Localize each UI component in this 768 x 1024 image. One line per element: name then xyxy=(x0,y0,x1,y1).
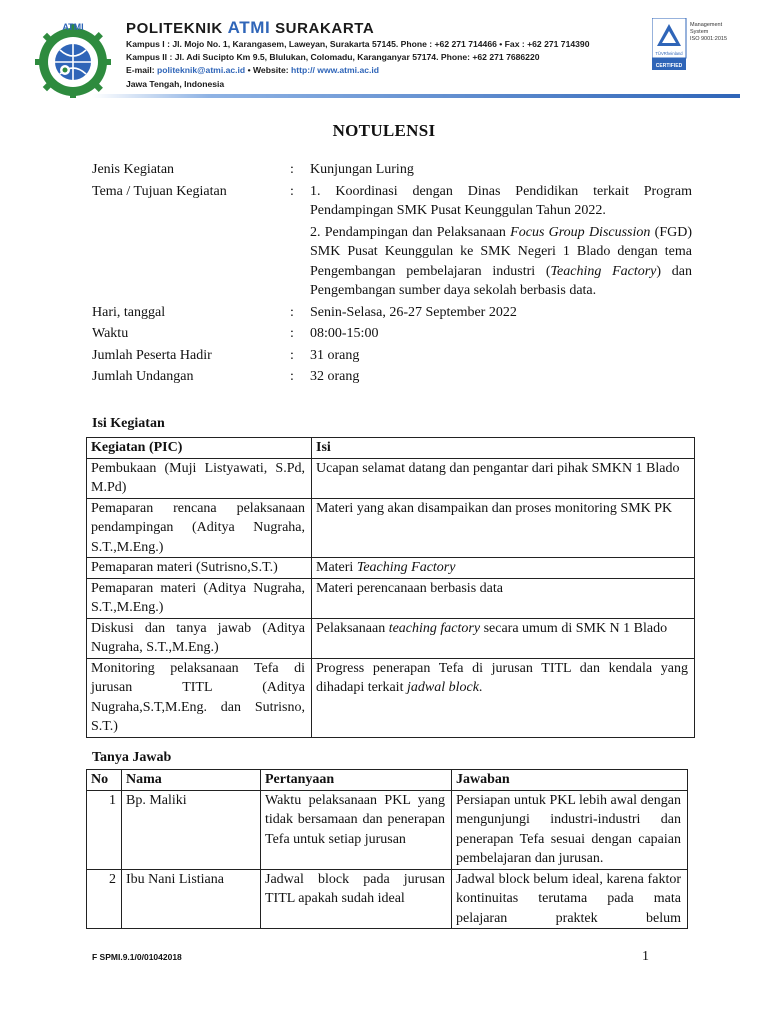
atmi-logo-icon xyxy=(32,18,114,100)
contact-line: E-mail: politeknik@atmi.ac.id • Website: http:// www.atmi.ac.id xyxy=(126,65,380,76)
region-line: Jawa Tengah, Indonesia xyxy=(126,78,225,89)
svg-text:System: System xyxy=(690,29,709,35)
section-heading-tanya-jawab: Tanya Jawab xyxy=(92,750,172,765)
table-row xyxy=(87,458,695,498)
table-cell: Pemaparan rencana pelaksanaan pendampingan (Aditya Nugraha, S.T.,M.Eng.) xyxy=(87,498,312,558)
info-row-jenis: Jenis Kegiatan : Kunjungan Luring xyxy=(92,160,692,182)
table-cell: Pemaparan materi (Sutrisno,S.T.) xyxy=(87,558,312,579)
page-number: 1 xyxy=(642,949,649,964)
table-header-row xyxy=(87,770,688,791)
info-value: Kunjungan Luring xyxy=(310,162,414,177)
table-header-row xyxy=(87,438,695,459)
activities-table xyxy=(86,437,695,738)
column-header: Nama xyxy=(122,770,261,791)
info-value: 31 orang xyxy=(310,347,360,363)
info-value: 2. Pendampingan dan Pelaksanaan Focus Group Discussion (FGD) SMK Pusat Keunggulan ke SMK Negeri 1 Blado dengan tema Pengembangan pembelajaran industri (Teaching Factory) dan Pengembangan sumber daya sekolah berbasis data. xyxy=(310,224,692,298)
table-cell: Progress penerapan Tefa di jurusan TITL dan kendala yang dihadapi terkait jadwal block. xyxy=(312,658,695,737)
table-cell: Jadwal block belum ideal, karena faktor kontinuitas terutama pada mata pelajaran praktek belum xyxy=(452,869,688,929)
table-cell: Pembukaan (Muji Listyawati, S.Pd, M.Pd) xyxy=(87,458,312,498)
table-cell: Pelaksanaan teaching factory secara umum di SMK N 1 Blado xyxy=(312,618,695,658)
info-value: Senin-Selasa, 26-27 September 2022 xyxy=(310,304,517,320)
info-label: Jenis Kegiatan xyxy=(92,162,175,177)
info-label: Jumlah Undangan xyxy=(92,369,194,384)
table-cell: Waktu pelaksanaan PKL yang tidak bersamaan dan penerapan Tefa untuk setiap jurusan xyxy=(261,790,452,869)
info-row-peserta: Jumlah Peserta Hadir : 31 orang xyxy=(92,346,692,368)
table-cell: Pemaparan materi (Aditya Nugraha, S.T.,M.Eng.) xyxy=(87,578,312,618)
table-cell: Monitoring pelaksanaan Tefa di jurusan TITL (Aditya Nugraha,S.T,M.Eng. dan Sutrisno, S.T.) xyxy=(87,658,312,737)
column-header: Jawaban xyxy=(452,770,688,791)
column-header: Isi xyxy=(312,438,695,459)
column-header: No xyxy=(87,770,122,791)
info-row-tema: Tema / Tujuan Kegiatan : 1. Koordinasi dengan Dinas Pendidikan terkait Program Pendampingan SMK Pusat Keunggulan Tahun 2022. 2. Pendampingan dan Pelaksanaan Focus Group Discussion (FGD) SMK Pusat Keunggulan ke SMK Negeri 1 Blado dengan tema Pengembangan pembelajaran industri (Teaching Factory) dan Pengembangan sumber daya sekolah berbasis data. xyxy=(92,182,692,303)
table-cell: Materi yang akan disampaikan dan proses monitoring SMK PK xyxy=(312,498,695,558)
document-title: NOTULENSI xyxy=(332,121,436,140)
website-link[interactable]: http:// www.atmi.ac.id xyxy=(291,65,380,76)
info-label: Tema / Tujuan Kegiatan xyxy=(92,183,227,199)
form-code: F SPMI.9.1/0/01042018 xyxy=(92,952,182,962)
meeting-info xyxy=(92,160,692,389)
table-row xyxy=(87,558,695,579)
campus-1-address: Kampus I : Jl. Mojo No. 1, Karangasem, Laweyan, Surakarta 57145. Phone : +62 271 714466 • Fax : +62 271 714390 xyxy=(126,39,590,49)
table-cell: Materi Teaching Factory xyxy=(312,558,695,579)
table-row xyxy=(87,869,688,929)
tuv-certification-badge-icon xyxy=(652,18,738,70)
letterhead xyxy=(28,16,740,104)
svg-text:ATMI: ATMI xyxy=(62,22,84,32)
info-label: Waktu xyxy=(92,326,129,341)
info-row-hari: Hari, tanggal : Senin-Selasa, 26-27 September 2022 xyxy=(92,303,692,325)
svg-text:ISO 9001:2015: ISO 9001:2015 xyxy=(690,36,728,42)
institution-name: POLITEKNIK ATMI SURAKARTA xyxy=(126,18,375,37)
table-cell: 1 xyxy=(87,790,122,869)
table-cell: Ucapan selamat datang dan pengantar dari pihak SMKN 1 Blado xyxy=(312,458,695,498)
table-cell: Diskusi dan tanya jawab (Aditya Nugraha, S.T.,M.Eng.) xyxy=(87,618,312,658)
svg-text:TÜVRheinland: TÜVRheinland xyxy=(655,51,683,56)
table-cell: Ibu Nani Listiana xyxy=(122,869,261,929)
info-value: 08:00-15:00 xyxy=(310,326,379,341)
info-value: 32 orang xyxy=(310,369,360,384)
table-row xyxy=(87,658,695,737)
table-cell: Persiapan untuk PKL lebih awal dengan mengunjungi industri-industri dan penerapan Tefa sesuai dengan capaian pembelajaran dan jurusan. xyxy=(452,790,688,869)
table-row xyxy=(87,498,695,558)
institution-block xyxy=(126,18,636,91)
table-cell: Materi perencanaan berbasis data xyxy=(312,578,695,618)
info-row-undangan: Jumlah Undangan : 32 orang xyxy=(92,367,692,389)
table-row xyxy=(87,618,695,658)
qa-table xyxy=(86,769,688,929)
svg-text:Management: Management xyxy=(690,22,723,28)
table-cell: 2 xyxy=(87,869,122,929)
info-value: 1. Koordinasi dengan Dinas Pendidikan terkait Program Pendampingan SMK Pusat Keunggulan Tahun 2022. xyxy=(310,183,692,218)
email-link[interactable]: politeknik@atmi.ac.id xyxy=(157,65,246,76)
svg-text:CERTIFIED: CERTIFIED xyxy=(655,63,683,69)
info-row-waktu: Waktu : 08:00-15:00 xyxy=(92,324,692,346)
campus-2-address: Kampus II : Jl. Adi Sucipto Km 9.5, Blulukan, Colomadu, Karanganyar 57174. Phone: +62 271 7686220 xyxy=(126,52,540,63)
column-header: Kegiatan (PIC) xyxy=(87,438,312,459)
table-cell: Bp. Maliki xyxy=(122,790,261,869)
header-divider xyxy=(92,94,740,98)
table-cell: Jadwal block pada jurusan TITL apakah sudah ideal xyxy=(261,869,452,929)
info-label: Jumlah Peserta Hadir xyxy=(92,347,212,363)
info-label: Hari, tanggal xyxy=(92,304,166,320)
table-row xyxy=(87,578,695,618)
table-row xyxy=(87,790,688,869)
section-heading-isi-kegiatan: Isi Kegiatan xyxy=(92,416,165,431)
column-header: Pertanyaan xyxy=(261,770,452,791)
